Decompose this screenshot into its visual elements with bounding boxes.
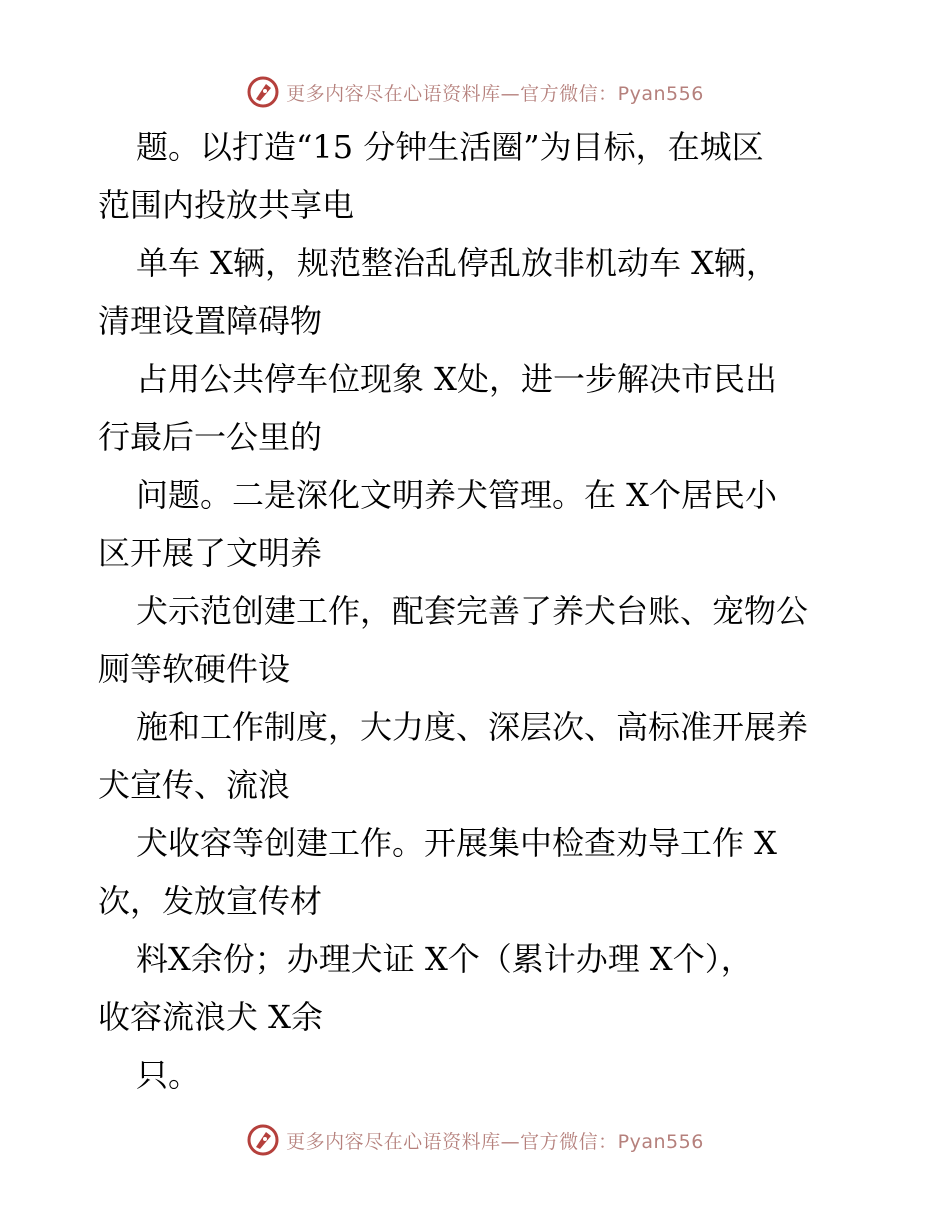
text-line: 厕等软硬件设 <box>98 650 291 688</box>
text-line: 次，发放宣传材 <box>98 882 323 920</box>
text-line: 题。以打造“15 分钟生活圈”为目标，在城区 <box>136 128 764 166</box>
pen-nib-circle-icon <box>246 75 280 109</box>
text-line: 占用公共停车位现象 X处，进一步解决市民出 <box>136 360 777 398</box>
text-line: 犬宣传、流浪 <box>98 766 291 804</box>
text-line: 料X余份；办理犬证 X个（累计办理 X个）， <box>136 940 753 978</box>
document-body <box>98 118 858 1104</box>
text-line: 区开展了文明养 <box>98 534 323 572</box>
text-line: 行最后一公里的 <box>98 418 323 456</box>
text-line: 范围内投放共享电 <box>98 186 355 224</box>
text-line: 收容流浪犬 X余 <box>98 998 323 1036</box>
text-line: 犬收容等创建工作。开展集中检查劝导工作 X <box>136 824 777 862</box>
watermark-text: 更多内容尽在心语资料库—官方微信：Pyan556 <box>286 1130 704 1153</box>
text-line: 问题。二是深化文明养犬管理。在 X个居民小 <box>136 476 777 514</box>
text-line: 只。 <box>136 1056 201 1094</box>
header-watermark <box>0 72 950 112</box>
pen-nib-circle-icon <box>246 1123 280 1157</box>
text-line: 单车 X辆，规范整治乱停乱放非机动车 X辆， <box>136 244 778 282</box>
watermark-text: 更多内容尽在心语资料库—官方微信：Pyan556 <box>286 82 704 105</box>
text-line: 清理设置障碍物 <box>98 302 323 340</box>
text-line: 施和工作制度，大力度、深层次、高标准开展养 <box>136 708 809 746</box>
text-line: 犬示范创建工作，配套完善了养犬台账、宠物公 <box>136 592 809 630</box>
footer-watermark <box>0 1120 950 1160</box>
